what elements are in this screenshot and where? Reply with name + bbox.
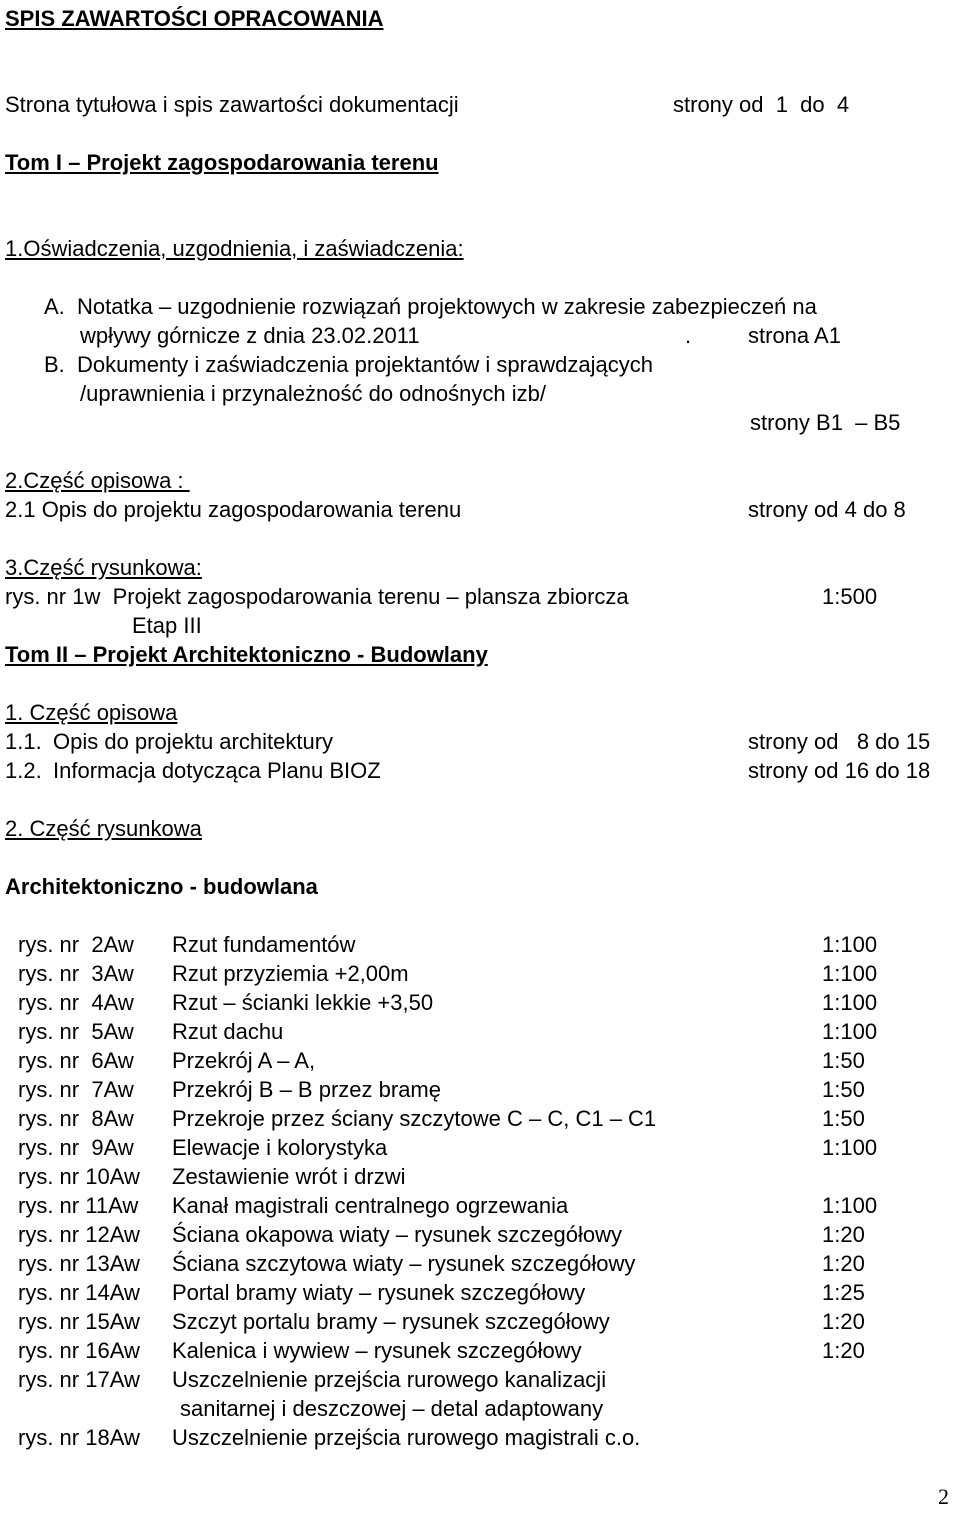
drawing-scale: 1:20 <box>822 1222 865 1247</box>
drawing-title: Rzut dachu <box>172 1019 284 1044</box>
drawing-title: Szczyt portalu bramy – rysunek szczegółowy <box>172 1309 610 1334</box>
drawing-scale: 1:25 <box>822 1280 865 1305</box>
drawing-title: Przekrój A – A, <box>172 1048 316 1073</box>
drawing-scale: 1:50 <box>822 1077 865 1102</box>
drawing-scale: 1:100 <box>822 990 878 1015</box>
tom1-section2-pages: strony od 4 do 8 <box>748 497 906 522</box>
item-b-pages: strony B1 – B5 <box>750 410 901 435</box>
drawing-number: rys. nr 2Aw <box>18 932 134 957</box>
tom2-section2-subheading: Architektoniczno - budowlana <box>5 874 318 899</box>
drawing-number: rys. nr 10Aw <box>18 1164 140 1189</box>
item-b-line2: /uprawnienia i przynależność do odnośnych izb/ <box>80 381 546 406</box>
drawing-number: rys. nr 14Aw <box>18 1280 140 1305</box>
drawing-scale: 1:100 <box>822 961 878 986</box>
drawing-scale: 1:100 <box>822 1019 878 1044</box>
tom2-section2-heading: 2. Część rysunkowa <box>5 816 202 841</box>
tom2-item-pages: strony od 8 do 15 <box>748 729 931 754</box>
drawing-number: rys. nr 18Aw <box>18 1425 140 1450</box>
drawing-scale: 1:20 <box>822 1338 865 1363</box>
page-number: 2 <box>938 1484 949 1509</box>
tom2-item-pages: strony od 16 do 18 <box>748 758 931 783</box>
drawing-title: Przekrój B – B przez bramę <box>172 1077 441 1102</box>
item-a-pages: strona A1 <box>748 323 841 348</box>
drawing-scale: 1:20 <box>822 1251 865 1276</box>
drawing-title: Elewacje i kolorystyka <box>172 1135 388 1160</box>
drawing-title: Rzut fundamentów <box>172 932 356 957</box>
drawing-17-line2: sanitarnej i deszczowej – detal adaptowany <box>180 1396 604 1421</box>
tom1-section3-item: rys. nr 1w Projekt zagospodarowania terenu – plansza zbiorcza <box>5 584 629 609</box>
tom1-section3-heading: 3.Część rysunkowa: <box>5 555 202 580</box>
drawing-number: rys. nr 13Aw <box>18 1251 140 1276</box>
drawing-number: rys. nr 3Aw <box>18 961 134 986</box>
drawing-title: Uszczelnienie przejścia rurowego magistrali c.o. <box>172 1425 641 1450</box>
drawing-scale: 1:100 <box>822 1135 878 1160</box>
tom1-heading: Tom I – Projekt zagospodarowania terenu <box>5 150 439 175</box>
tom2-section1-heading: 1. Część opisowa <box>5 700 178 725</box>
tom2-item-num: 1.2. <box>5 758 42 783</box>
title-page-label: Strona tytułowa i spis zawartości dokumentacji <box>5 92 459 117</box>
tom2-heading: Tom II – Projekt Architektoniczno - Budowlany <box>5 642 488 667</box>
drawing-scale: 1:50 <box>822 1048 865 1073</box>
drawing-title: Rzut – ścianki lekkie +3,50 <box>172 990 434 1015</box>
tom2-item-label: Informacja dotycząca Planu BIOZ <box>53 758 381 783</box>
drawing-number: rys. nr 6Aw <box>18 1048 134 1073</box>
drawing-number: rys. nr 4Aw <box>18 990 134 1015</box>
drawing-number: rys. nr 17Aw <box>18 1367 140 1392</box>
item-a-line1: A. Notatka – uzgodnienie rozwiązań projektowych w zakresie zabezpieczeń na <box>44 294 817 319</box>
tom2-item-label: Opis do projektu architektury <box>53 729 334 754</box>
drawing-number: rys. nr 9Aw <box>18 1135 134 1160</box>
drawing-title: Zestawienie wrót i drzwi <box>172 1164 406 1189</box>
item-a-line2: wpływy górnicze z dnia 23.02.2011 <box>80 323 420 348</box>
drawing-scale: 1:20 <box>822 1309 865 1334</box>
drawing-number: rys. nr 12Aw <box>18 1222 140 1247</box>
drawing-title: Ściana okapowa wiaty – rysunek szczegółowy <box>172 1222 623 1247</box>
drawing-number: rys. nr 8Aw <box>18 1106 134 1131</box>
tom1-section3-scale: 1:500 <box>822 584 878 609</box>
drawing-title: Przekroje przez ściany szczytowe C – C, C1 – C1 <box>172 1106 657 1131</box>
drawing-scale: 1:100 <box>822 1193 878 1218</box>
drawing-number: rys. nr 11Aw <box>18 1193 139 1218</box>
item-b-line1: B. Dokumenty i zaświadczenia projektantów i sprawdzających <box>44 352 653 377</box>
drawing-title: Ściana szczytowa wiaty – rysunek szczegółowy <box>172 1251 636 1276</box>
tom2-item-num: 1.1. <box>5 729 42 754</box>
drawing-number: rys. nr 5Aw <box>18 1019 134 1044</box>
drawing-scale: 1:50 <box>822 1106 865 1131</box>
item-a-dot: . <box>685 323 692 348</box>
tom1-section2-item: 2.1 Opis do projektu zagospodarowania terenu <box>5 497 462 522</box>
title-page-pages: strony od 1 do 4 <box>673 92 850 117</box>
drawing-scale: 1:100 <box>822 932 878 957</box>
drawing-title: Kalenica i wywiew – rysunek szczegółowy <box>172 1338 582 1363</box>
drawing-number: rys. nr 7Aw <box>18 1077 134 1102</box>
tom1-section3-sub: Etap III <box>132 613 202 638</box>
tom1-section1-heading: 1.Oświadczenia, uzgodnienia, i zaświadczenia: <box>5 236 464 261</box>
drawing-title: Rzut przyziemia +2,00m <box>172 961 409 986</box>
drawing-title: Kanał magistrali centralnego ogrzewania <box>172 1193 569 1218</box>
document-title: SPIS ZAWARTOŚCI OPRACOWANIA <box>5 6 384 31</box>
drawing-title: Uszczelnienie przejścia rurowego kanalizacji <box>172 1367 607 1392</box>
drawing-title: Portal bramy wiaty – rysunek szczegółowy <box>172 1280 586 1305</box>
tom1-section2-heading: 2.Część opisowa : <box>5 468 190 493</box>
drawing-number: rys. nr 16Aw <box>18 1338 140 1363</box>
drawing-number: rys. nr 15Aw <box>18 1309 140 1334</box>
